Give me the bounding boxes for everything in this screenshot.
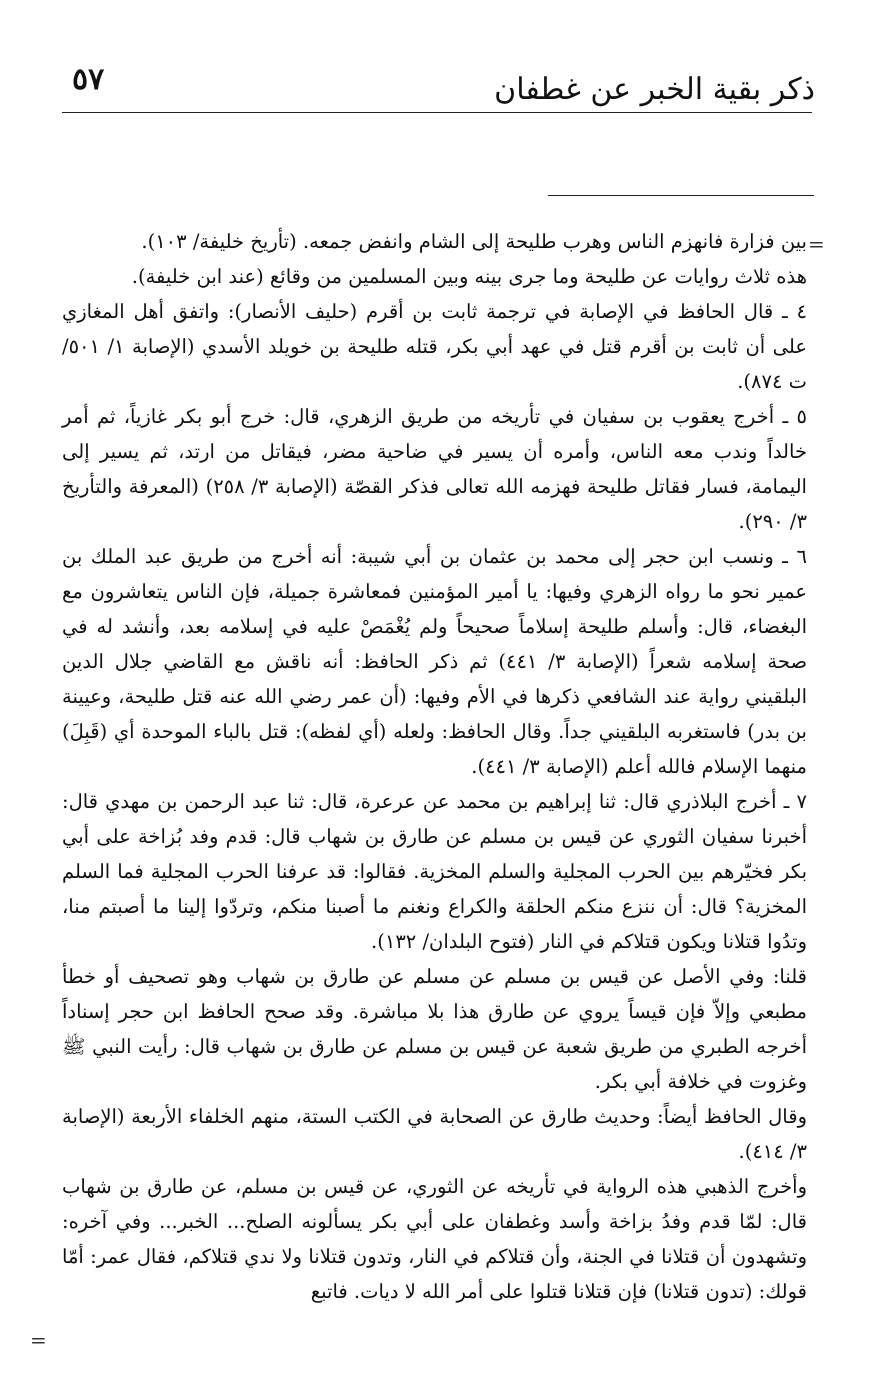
footnote-rule — [548, 195, 814, 196]
paragraph: بين فزارة فانهزم الناس وهرب طليحة إلى الشام وانفض جمعه. (تأريخ خليفة/ ١٠٣). — [141, 230, 807, 253]
page-number: ٥٧ — [72, 62, 105, 97]
header-rule — [62, 112, 812, 113]
paragraph: ٥ ـ أخرج يعقوب بن سفيان في تأريخه من طريق الزهري، قال: خرج أبو بكر غازياً، ثم أمر خالداً وندب معه الناس، وأمره أن يسير في ضاحية مضر، فيقاتل من ارتد، ثم يسير إلى اليمامة، فسار فقاتل طليحة فهزمه الله تعالى فذكر القصّة (الإصابة ٣/ ٢٥٨) (المعرفة والتأريخ ٣/ ٢٩٠). — [62, 405, 807, 533]
paragraph: ٤ ـ قال الحافظ في الإصابة في ترجمة ثابت بن أقرم (حليف الأنصار): واتفق أهل المغازي على أن ثابت بن أقرم قتل في عهد أبي بكر، قتله طليحة بن خويلد الأسدي (الإصابة ١/ ٥٠١/ ت ٨٧٤). — [62, 300, 807, 393]
paragraph: وقال الحافظ أيضاً: وحديث طارق عن الصحابة في الكتب الستة، منهم الخلفاء الأربعة (الإصابة ٣/ ٤١٤). — [62, 1105, 807, 1163]
paragraph: قلنا: وفي الأصل عن قيس بن مسلم عن مسلم عن طارق بن شهاب وهو تصحيف أو خطأ مطبعي وإلاّ فإن قيساً يروي عن طارق هذا بلا مباشرة. وقد صحح الحافظ ابن حجر إسناداً أخرجه الطبري من طريق شعبة عن قيس بن مسلم عن طارق بن شهاب قال: رأيت النبي ﷺ وغزوت في خلافة أبي بكر. — [62, 965, 807, 1093]
running-title: ذكر بقية الخبر عن غطفان — [494, 72, 815, 107]
paragraph: ٧ ـ أخرج البلاذري قال: ثنا إبراهيم بن محمد عن عرعرة، قال: ثنا عبد الرحمن بن مهدي قال: أخبرنا سفيان الثوري عن قيس بن مسلم عن طارق بن شهاب قال: قدم وفد بُزاخة على أبي بكر فخيّرهم بين الحرب المجلية والسلم المخزية. فقالوا: قد عرفنا الحرب المجلية فما السلم المخزية؟ قال: أن ننزع منكم الحلقة والكراع ونغنم ما أصبنا منكم، وتردّوا إلينا ما أصبتم منا، وتدُوا قتلانا ويكون قتلاكم في النار (فتوح البلدان/ ١٣٢). — [62, 790, 807, 953]
footnote-body — [62, 224, 807, 1309]
paragraph: هذه ثلاث روايات عن طليحة وما جرى بينه وبين المسلمين من وقائع (عند ابن خليفة). — [131, 265, 807, 288]
paragraph: ٦ ـ ونسب ابن حجر إلى محمد بن عثمان بن أبي شيبة: أنه أخرج من طريق عبد الملك بن عمير نحو ما رواه الزهري وفيها: يا أمير المؤمنين فمعاشرة جميلة، فإن الناس يتعاشرون مع البغضاء، قال: وأسلم طليحة إسلاماً صحيحاً ولم يُغْمَصْ عليه في إسلامه بعد، وأنشد له في صحة إسلامه شعراً (الإصابة ٣/ ٤٤١) ثم ذكر الحافظ: أنه ناقش مع القاضي جلال الدين البلقيني رواية عند الشافعي ذكرها في الأم وفيها: (أن عمر رضي الله عنه قتل طليحة، وعيينة بن بدر) فاستغربه البلقيني جداً. وقال الحافظ: ولعله (أي لفظه): قتل بالباء الموحدة أي (قَبِلَ) منهما الإسلام فالله أعلم (الإصابة ٣/ ٤٤١). — [62, 545, 807, 778]
paragraph: وأخرج الذهبي هذه الرواية في تأريخه عن الثوري، عن قيس بن مسلم، عن طارق بن شهاب قال: لمّا قدم وفدُ بزاخة وأسد وغطفان على أبي بكر يسألونه الصلح... الخبر... وفي آخره: وتشهدون أن قتلانا في الجنة، وأن قتلاكم في النار، وتدون قتلانا ولا ندي قتلاكم، فقال عمر: أمّا قولك: (تدون قتلانا) فإن قتلانا قتلوا على أمر الله لا ديات. فاتبع — [62, 1175, 807, 1303]
end-mark: = — [30, 1328, 47, 1352]
continuation-mark: = — [808, 232, 825, 256]
